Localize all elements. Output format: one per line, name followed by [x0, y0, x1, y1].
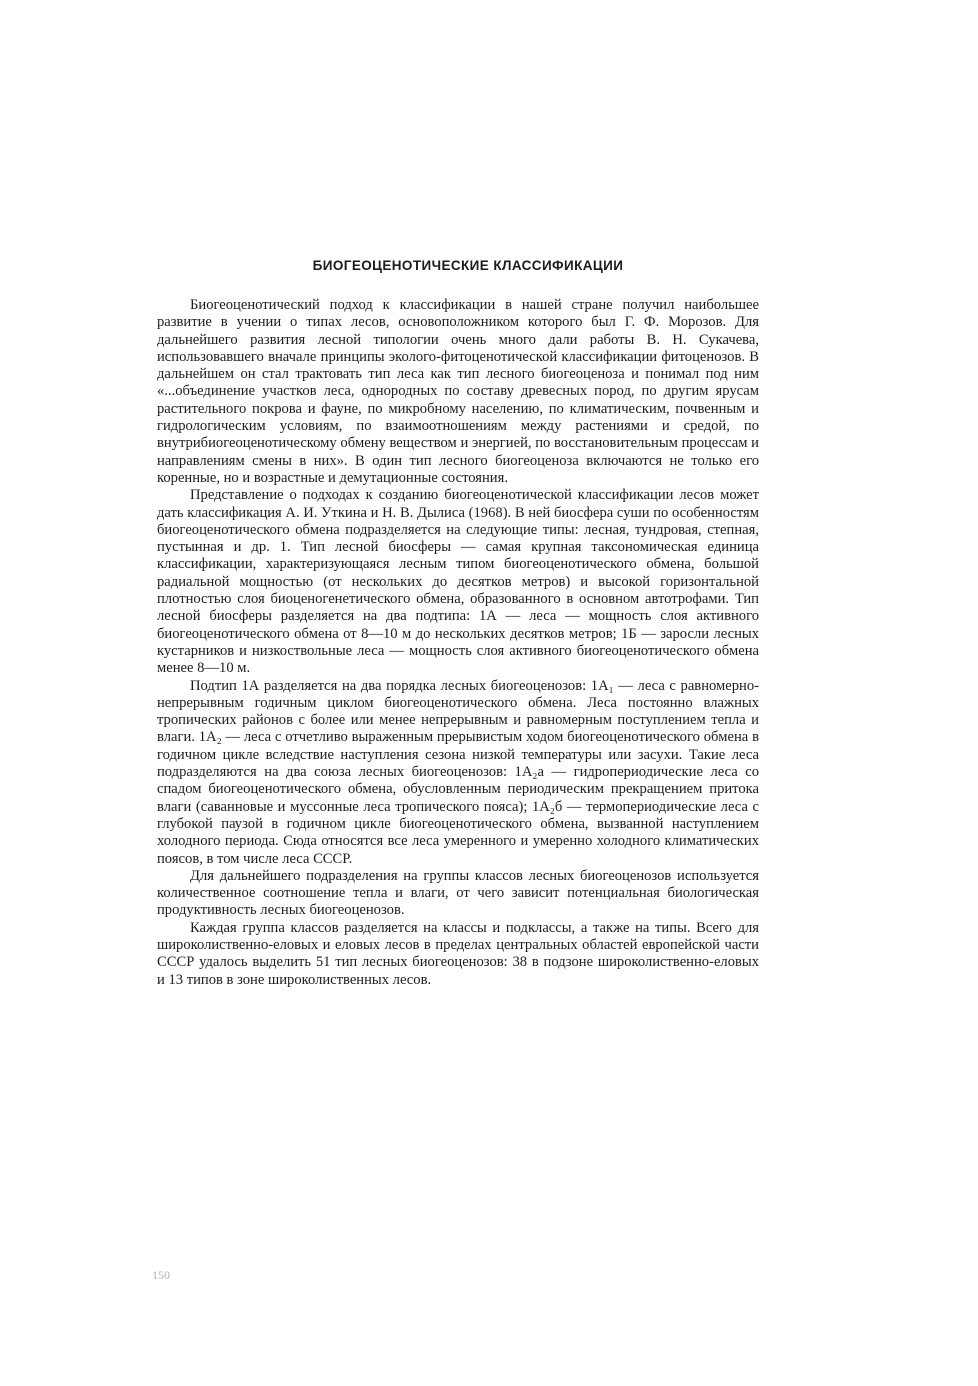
- section-heading: БИОГЕОЦЕНОТИЧЕСКИЕ КЛАССИФИКАЦИИ: [312, 258, 624, 273]
- paragraph-1: Биогеоценотический подход к классификации в нашей стране получил наибольшее развитие в учении о типах лесов, основоположником которого был Г. Ф. Морозов. Для дальнейшего развития лесной типологии очень много дали работы В. Н. Сукачева, использовавшего вначале принципы эколого-фитоценотической классификации фитоценозов. В дальнейшем он стал трактовать тип леса как тип лесного биогеоценоза и понимал под ним «...объединение участков леса, однородных по составу древесных пород, по другим ярусам растительного покрова и фауне, по микробному населению, по климатическим, почвенным и гидрологическим условиям, по взаимоотношениям между растениями и средой, по внутрибиогеоценотическому обмену веществом и энергией, по восстановительным процессам и направлениям смены в них». В один тип лесного биогеоценоза включаются не только его коренные, но и возрастные и демутационные состояния.: [157, 297, 759, 486]
- page-text: [157, 258, 759, 989]
- paragraph-5: Каждая группа классов разделяется на классы и подклассы, а также на типы. Всего для широколиственно-еловых и еловых лесов в пределах центральных областей европейской части СССР удалось выделить 51 тип лесных биогеоценозов: 38 в подзоне широколиственно-еловых и 13 типов в зоне широколиственных лесов.: [157, 919, 759, 988]
- paragraph-4: Для дальнейшего подразделения на группы классов лесных биогеоценозов используется количественное соотношение тепла и влаги, от чего зависит потенциальная биологическая продуктивность лесных биогеоценозов.: [157, 867, 759, 919]
- paragraph-2: Представление о подходах к созданию биогеоценотической классификации лесов может дать классификация А. И. Уткина и Н. В. Дылиса (1968). В ней биосфера суши по особенностям биогеоценотического обмена подразделяется на следующие типы: лесная, тундровая, степная, пустынная и др. 1. Тип лесной биосферы — самая крупная таксономическая единица классификации, характеризующаяся лесным типом биогеоценотического обмена, большой радиальной мощностью (от нескольких до десятков метров) и высокой горизонтальной плотностью слоя биоценогенетического обмена, образованного в основном автотрофами. Тип лесной биосферы разделяется на два подтипа: 1А — леса — мощность слоя активного биогеоценотического обмена от 8—10 м до нескольких десятков метров; 1Б — заросли лесных кустарников и низкоствольные леса — мощность слоя активного биогеоценотического обмена менее 8—10 м.: [157, 487, 759, 677]
- page-number: 150: [152, 1268, 170, 1282]
- paragraph-3: Подтип 1А разделяется на два порядка лесных биогеоценозов: 1А₁ — леса с равномерно-непрерывным годичным циклом биогеоценотического обмена. Леса постоянно влажных тропических районов с более или менее непрерывным и равномерным поступлением тепла и влаги. 1А₂ — леса с отчетливо выраженным прерывистым ходом биогеоценотического обмена в годичном цикле вследствие наступления сезона низкой температуры или засухи. Такие леса подразделяются на два союза лесных биогеоценозов: 1А₂а — гидропериодические леса со спадом биогеоценотического обмена, обусловленным периодическим прекращением притока влаги (саванновые и муссонные леса тропического пояса); 1А₂б — термопериодические леса с глубокой паузой в годичном цикле биогеоценотического обмена, вызванной наступлением холодного периода. Сюда относятся все леса умеренного и умеренно холодного климатических поясов, в том числе леса СССР.: [157, 677, 759, 867]
